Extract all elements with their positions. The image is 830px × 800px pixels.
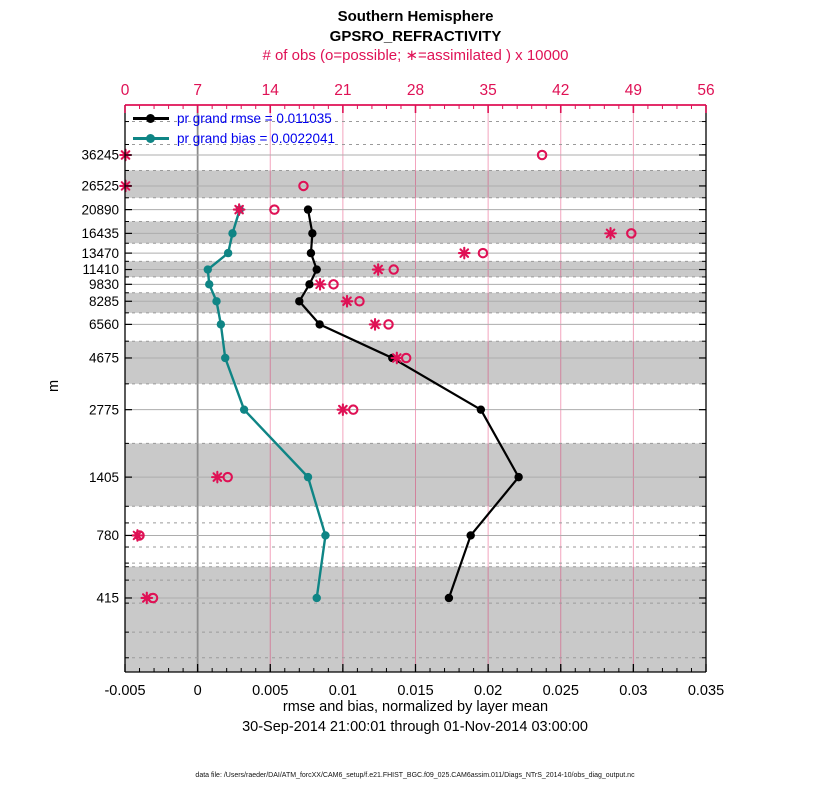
left-tick-label: 26525: [81, 178, 119, 194]
bias-point: [224, 249, 232, 257]
legend-item-rmse: [133, 108, 335, 128]
rmse-line-sample: [133, 117, 169, 120]
top-tick-label: 42: [552, 82, 570, 99]
top-tick-label: 7: [193, 82, 202, 99]
bias-point: [205, 280, 213, 288]
assimilated-star-marker: [459, 248, 470, 259]
bias-point: [204, 265, 212, 273]
left-tick-label: 16435: [81, 226, 119, 242]
left-tick-label: 6560: [88, 317, 119, 333]
assimilated-star-marker: [605, 228, 616, 239]
legend-item-bias: [133, 128, 335, 148]
legend-label-bias: pr grand bias = 0.0022041: [177, 130, 335, 146]
rmse-dot-icon: [146, 114, 155, 123]
bottom-tick-label: 0.025: [542, 683, 579, 699]
top-tick-label: 28: [406, 82, 425, 99]
left-tick-label: 9830: [88, 277, 119, 293]
chart-subtitle: GPSRO_REFRACTIVITY: [329, 28, 502, 45]
left-tick-label: 8285: [88, 293, 119, 309]
bottom-tick-label: 0.005: [252, 683, 289, 699]
y-axis-title: m: [46, 379, 63, 393]
left-tick-label: 4675: [88, 350, 119, 366]
top-tick-label: 0: [120, 82, 130, 99]
bias-point: [212, 297, 220, 305]
bias-point: [228, 229, 236, 237]
rmse-point: [313, 265, 321, 273]
bottom-tick-label: 0.01: [328, 683, 357, 699]
bias-point: [304, 473, 312, 481]
date-range: 30-Sep-2014 21:00:01 through 01-Nov-2014 03:00:00: [242, 719, 588, 735]
bias-point: [313, 594, 321, 602]
rmse-point: [315, 320, 323, 328]
assimilated-star-marker: [342, 296, 353, 307]
left-tick-label: 780: [96, 528, 119, 544]
assimilated-star-marker: [212, 472, 223, 483]
rmse-point: [477, 405, 485, 413]
left-tick-label: 1405: [88, 469, 119, 485]
bias-point: [217, 320, 225, 328]
top-tick-label: 14: [261, 82, 279, 99]
left-tick-label: 13470: [81, 245, 119, 261]
left-tick-label: 2775: [88, 402, 119, 418]
top-tick-label: 49: [624, 82, 642, 99]
bottom-tick-label: 0.035: [687, 683, 725, 699]
bias-dot-icon: [146, 134, 155, 143]
bias-point: [240, 405, 248, 413]
rmse-point: [514, 473, 522, 481]
bottom-tick-label: 0.02: [474, 683, 503, 699]
rmse-point: [295, 297, 303, 305]
rmse-point: [445, 594, 453, 602]
left-tick-label: 415: [96, 590, 119, 606]
x-axis-title: rmse and bias, normalized by layer mean: [282, 699, 549, 715]
chart-header: [125, 7, 706, 47]
top-axis-title: # of obs (o=possible; ∗=assimilated ) x 10000: [262, 47, 569, 64]
bias-point: [321, 531, 329, 539]
bottom-tick-label: -0.005: [104, 683, 146, 699]
bias-point: [221, 354, 229, 362]
top-tick-label: 21: [334, 82, 352, 99]
left-tick-label: 11410: [82, 262, 119, 278]
assimilated-star-marker: [392, 353, 403, 364]
assimilated-star-marker: [370, 319, 381, 330]
rmse-point: [308, 229, 316, 237]
top-tick-label: 35: [479, 82, 497, 99]
rmse-point: [304, 205, 312, 213]
rmse-point: [466, 531, 474, 539]
bottom-tick-label: 0.03: [619, 683, 648, 699]
left-tick-label: 36245: [81, 147, 119, 163]
legend: [133, 108, 335, 148]
bottom-tick-label: 0: [193, 683, 202, 699]
bottom-tick-label: 0.015: [397, 683, 434, 699]
rmse-point: [305, 280, 313, 288]
legend-label-rmse: pr grand rmse = 0.011035: [177, 110, 332, 126]
assimilated-star-marker: [315, 279, 326, 290]
rmse-point: [307, 249, 315, 257]
bias-line-sample: [133, 137, 169, 140]
assimilated-star-marker: [234, 204, 245, 215]
assimilated-star-marker: [373, 264, 384, 275]
data-file-path: data file: /Users/raeder/DAI/ATM_forcXX/CAM6_setup/f.e21.FHIST_BGC.f09_025.CAM6assim.011/Diags_NTrS_2014-10/obs_diag_output.nc: [195, 772, 635, 779]
assimilated-star-marker: [338, 404, 349, 415]
top-tick-label: 56: [697, 82, 715, 99]
chart-title: Southern Hemisphere: [337, 8, 494, 25]
left-tick-label: 20890: [81, 202, 119, 218]
